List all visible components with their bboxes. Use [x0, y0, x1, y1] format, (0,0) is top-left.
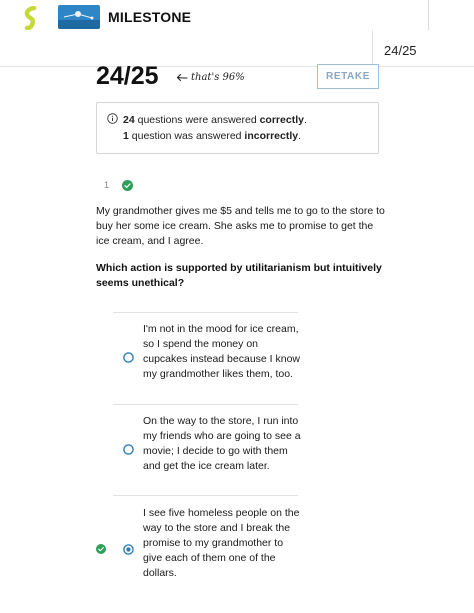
correct-answer-check-icon: [96, 544, 106, 554]
course-thumbnail: [58, 5, 100, 29]
choice-2-radio[interactable]: [123, 444, 134, 455]
header-score: 24/25: [384, 43, 417, 58]
choice-1-radio[interactable]: [123, 352, 134, 363]
score-annotation: [176, 72, 245, 83]
arrow-left-icon: [176, 73, 188, 82]
results-summary: [96, 102, 379, 154]
brand-logo-icon[interactable]: [22, 6, 40, 30]
correct-check-icon: [122, 180, 133, 191]
choice-divider: [113, 312, 298, 313]
header-bottom-border: [0, 66, 474, 67]
choice-divider: [113, 495, 298, 496]
incorrect-summary: 1 question was answered incorrectly.: [123, 130, 302, 142]
choice-2-text: On the way to the store, I run into my friends who are going to see a movie; I decide to go with them and get the ice cream later.: [143, 415, 301, 472]
app-title: MILESTONE: [108, 9, 192, 25]
correct-summary: 24 questions were answered correctly.: [123, 114, 307, 126]
retake-button[interactable]: RETAKE: [317, 64, 379, 89]
top-bar: [0, 0, 474, 36]
choice-1-text: I'm not in the mood for ice cream, so I spend the money on cupcakes instead because I know my grandmother likes them, too.: [143, 323, 301, 380]
question-scenario: My grandmother gives me $5 and tells me to go to the store to buy her some ice cream. She asks me to promise to get the ice cream, and I agree.: [96, 205, 385, 247]
percent-note: that's 96%: [191, 72, 245, 83]
question-number: 1: [104, 180, 110, 190]
choice-divider: [113, 404, 298, 405]
info-icon: [107, 113, 118, 124]
choice-3-text: I see five homeless people on the way to the store and I break the promise to my grandmother to give each of them one of the dollars.: [143, 507, 300, 579]
header-divider: [428, 0, 429, 30]
question-prompt: Which action is supported by utilitarianism but intuitively seems unethical?: [96, 262, 382, 289]
quiz-score: 24/25: [96, 62, 159, 90]
choice-3-radio-selected[interactable]: [123, 544, 134, 555]
